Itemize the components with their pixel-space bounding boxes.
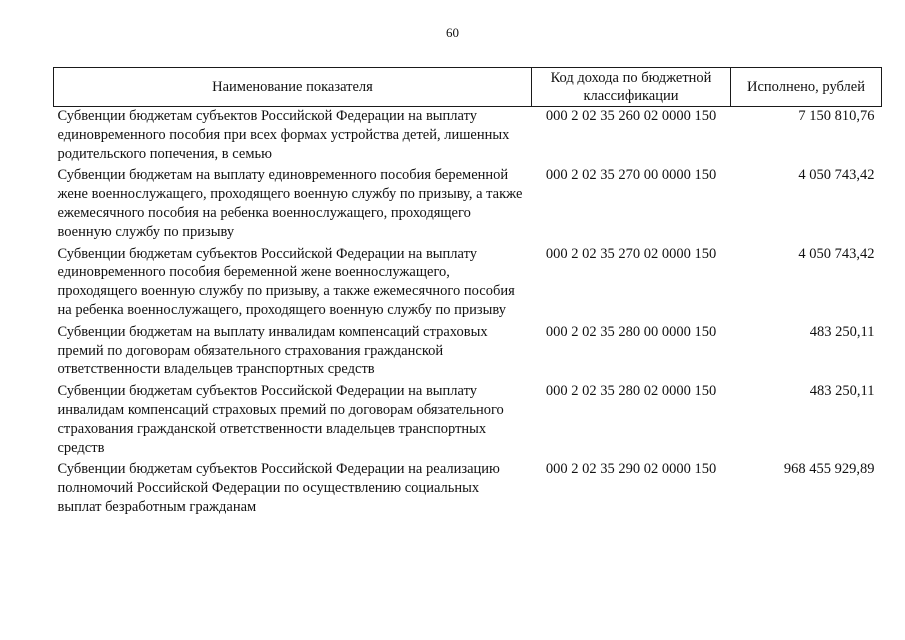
row-indicator-name: Субвенции бюджетам субъектов Российской Федерации на выплату единовременного пособия при всех формах устройства детей, лишенных родительского попечения, в семью [57, 108, 510, 162]
table-header-row [54, 68, 882, 107]
row-indicator-name: Субвенции бюджетам на выплату единовременного пособия беременной жене военнослужащего, проходящего военную службу по призыву, а также ежемесячного пособия на ребенка военнослужащего, проходящего военную службу по призыву [57, 167, 523, 240]
budget-report-table [53, 67, 882, 520]
row-indicator-name: Субвенции бюджетам субъектов Российской Федерации на выплату инвалидам компенсаций страховых премий по договорам обязательного страхования гражданской ответственности владельцев транспортных средств [57, 383, 504, 456]
row-revenue-code: 000 2 02 35 290 02 0000 150 [545, 461, 717, 478]
row-executed-amount: 7 150 810,76 [798, 108, 875, 124]
row-revenue-code: 000 2 02 35 280 00 0000 150 [545, 323, 717, 340]
table-row [54, 166, 882, 244]
row-revenue-code: 000 2 02 35 270 00 0000 150 [545, 167, 717, 184]
row-indicator-name: Субвенции бюджетам субъектов Российской Федерации на выплату единовременного пособия беременной жене военнослужащего, проходящего военную службу по призыву, а также ежемесячного пособия на ребенка военнослужащего, проходящего военную службу по призыву [57, 245, 515, 318]
row-revenue-code: 000 2 02 35 270 02 0000 150 [545, 245, 717, 262]
table-row [54, 107, 882, 167]
row-executed-amount: 483 250,11 [809, 383, 875, 400]
column-header-name: Наименование показателя [54, 68, 532, 107]
column-header-code: Код дохода по бюджетной классификации [532, 68, 731, 107]
table-row [54, 245, 882, 323]
column-header-amount: Исполнено, рублей [731, 68, 882, 107]
page-number: 60 [446, 25, 459, 40]
table-row [54, 323, 882, 382]
row-executed-amount: 4 050 743,42 [798, 167, 875, 184]
row-indicator-name: Субвенции бюджетам на выплату инвалидам компенсаций страховых премий по договорам обязательного страхования гражданской ответственности владельцев транспортных средств [57, 323, 488, 378]
row-executed-amount: 4 050 743,42 [798, 245, 875, 262]
row-revenue-code: 000 2 02 35 260 02 0000 150 [545, 108, 717, 124]
row-executed-amount: 968 455 929,89 [783, 461, 875, 478]
table-row [54, 382, 882, 460]
row-executed-amount: 483 250,11 [809, 323, 875, 340]
row-revenue-code: 000 2 02 35 280 02 0000 150 [545, 383, 717, 400]
row-indicator-name: Субвенции бюджетам субъектов Российской Федерации на реализацию полномочий Российской Федерации по осуществлению социальных выплат безработным гражданам [57, 461, 500, 515]
table-row [54, 460, 882, 519]
